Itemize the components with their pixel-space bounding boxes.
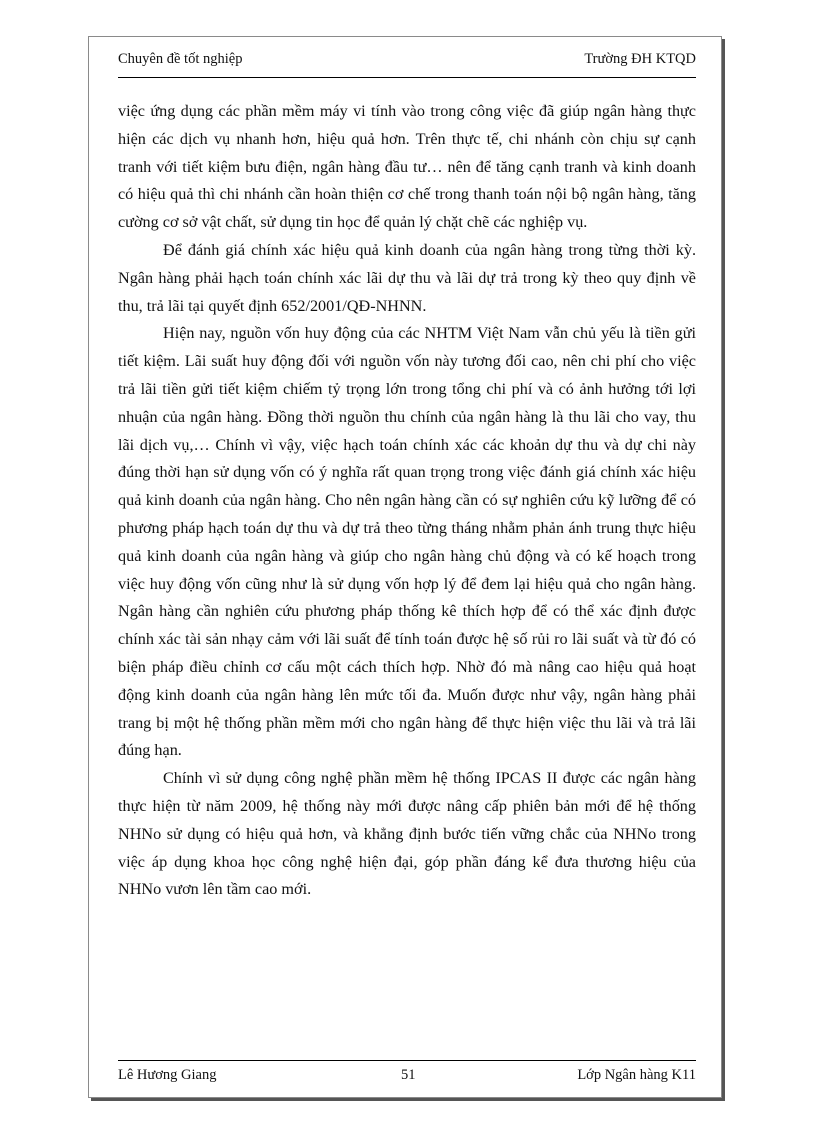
page-footer <box>118 1060 696 1085</box>
page-header <box>118 51 696 78</box>
paragraph-1: việc ứng dụng các phần mềm máy vi tính vào trong công việc đã giúp ngân hàng thực hiện các dịch vụ nhanh hơn, hiệu quả hơn. Trên thực tế, chi nhánh còn chịu sự cạnh tranh với tiết kiệm bưu điện, ngân hàng đầu tư… nên để tăng cạnh tranh và kinh doanh có hiệu quả thì chi nhánh cần hoàn thiện cơ chế trong thanh toán nội bộ ngân hàng, tăng cường cơ sở vật chất, sử dụng tin học để quản lý chặt chẽ các nghiệp vụ. <box>118 102 696 232</box>
header-title: Chuyên đề tốt nghiệp <box>118 51 243 67</box>
header-school: Trường ĐH KTQD <box>584 51 696 67</box>
page-number: 51 <box>401 1067 416 1083</box>
footer-class: Lớp Ngân hàng K11 <box>577 1067 696 1083</box>
paragraph-3: Hiện nay, nguồn vốn huy động của các NHTM Việt Nam vẫn chủ yếu là tiền gửi tiết kiệm. Lãi suất huy động đối với nguồn vốn này tương đối cao, nên chi phí cho việc trả lãi tiền gửi tiết kiệm chiếm tỷ trọng lớn trong tổng chi phí và có ảnh hưởng tới lợi nhuận của ngân hàng. Đồng thời nguồn thu chính của ngân hàng là thu lãi cho vay, thu lãi dịch vụ,… Chính vì vậy, việc hạch toán chính xác các khoản dự thu và dự chi này đúng thời hạn sử dụng vốn có ý nghĩa rất quan trọng trong việc đánh giá chính xác hiệu quả kinh doanh của ngân hàng. Cho nên ngân hàng cần có sự nghiên cứu kỹ lưỡng để có phương pháp hạch toán dự thu và dự trả theo từng tháng nhằm phản ánh trung thực hiệu quả kinh doanh của ngân hàng và giúp cho ngân hàng chủ động và có kế hoạch trong việc huy động vốn cũng như là sử dụng vốn hợp lý để đem lại hiệu quả cho ngân hàng. Ngân hàng cần nghiên cứu phương pháp thống kê thích hợp để có thể xác định được chính xác tài sản nhạy cảm với lãi suất để tính toán được hệ số rủi ro lãi suất và từ đó có biện pháp điều chỉnh cơ cấu một cách thích hợp. Nhờ đó mà nâng cao hiệu quả hoạt động kinh doanh của ngân hàng lên mức tối đa. Muốn được như vậy, ngân hàng phải trang bị một hệ thống phần mềm mới cho ngân hàng để thực hiện việc thu lãi và trả lãi đúng hạn. <box>118 324 696 760</box>
document-body <box>118 98 696 904</box>
paragraph-4: Chính vì sử dụng công nghệ phần mềm hệ thống IPCAS II được các ngân hàng thực hiện từ năm 2009, hệ thống này mới được nâng cấp phiên bản mới để hệ thống NHNo sử dụng có hiệu quả hơn, và khẳng định bước tiến vững chắc của NHNo trong việc áp dụng khoa học công nghệ hiện đại, góp phần đáng kể đưa thương hiệu của NHNo vươn lên tầm cao mới. <box>118 769 696 899</box>
footer-author: Lê Hương Giang <box>118 1067 217 1083</box>
paragraph-2: Để đánh giá chính xác hiệu quả kinh doanh của ngân hàng trong từng thời kỳ. Ngân hàng phải hạch toán chính xác lãi dự thu và lãi dự trả trong kỳ theo quy định về thu, trả lãi tại quyết định 652/2001/QĐ-NHNN. <box>118 240 696 315</box>
